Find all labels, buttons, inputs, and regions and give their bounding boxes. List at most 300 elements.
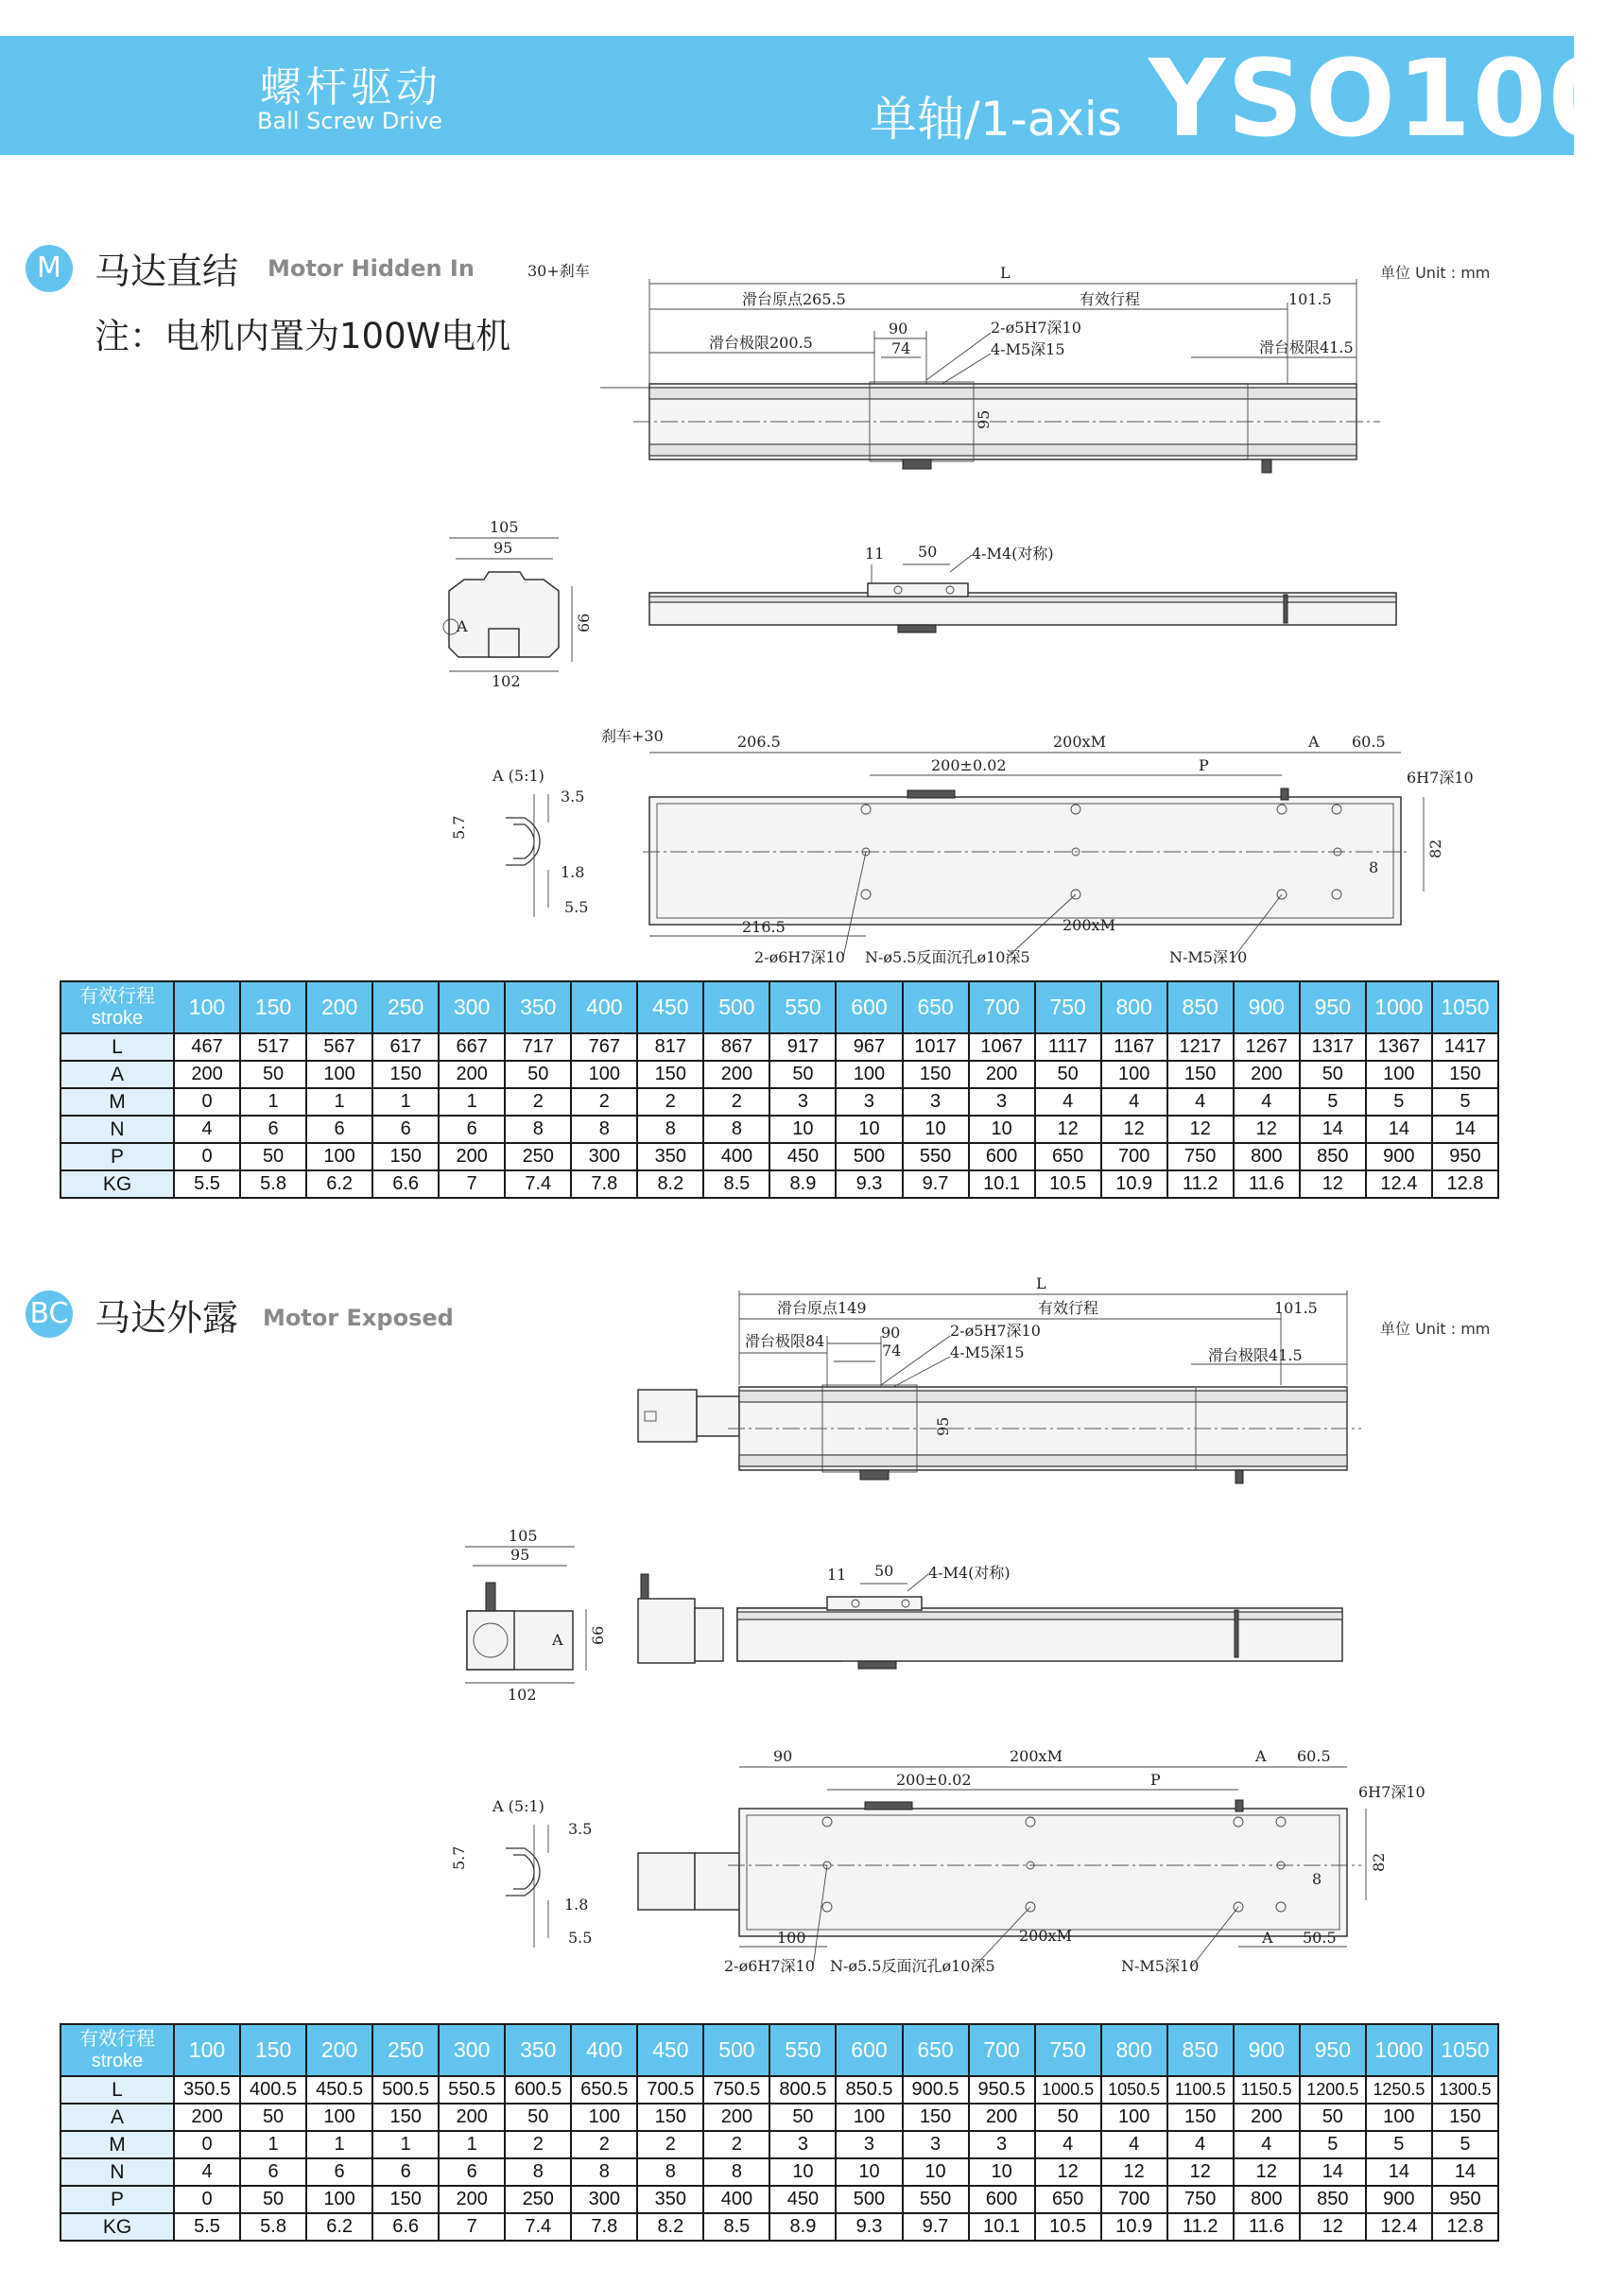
table-cell: 200 (174, 2104, 240, 2131)
m-end-w102: 102 (492, 672, 521, 690)
table-cell: 1317 (1300, 1033, 1366, 1061)
table-cell: 4 (1101, 2131, 1167, 2158)
row-label: KG (60, 1170, 174, 1198)
table-cell: 100 (1366, 1061, 1432, 1088)
table-cell: 0 (174, 1088, 240, 1116)
section-bc-badge: BC (26, 1290, 73, 1338)
section-m-unit: 单位 Unit : mm (1380, 264, 1491, 282)
table-cell: 5 (1366, 2131, 1432, 2158)
table-cell: 800 (1234, 2186, 1300, 2213)
stroke-header-cell: 600 (836, 981, 902, 1033)
bc-det-57: 5.7 (450, 1845, 468, 1870)
stroke-header-cell: 750 (1035, 981, 1101, 1033)
table-cell: 2 (505, 1088, 571, 1116)
table-cell: 250 (505, 2186, 571, 2213)
table-cell: 1067 (969, 1033, 1035, 1061)
table-row (60, 1116, 1498, 1143)
table-cell: 10 (969, 1116, 1035, 1143)
table-cell: 2 (505, 2131, 571, 2158)
section-bc-top-view (633, 1272, 1371, 1517)
table-cell: 350 (637, 2186, 703, 2213)
table-cell: 1 (372, 1088, 439, 1116)
m-bot-brake30: 刹车+30 (601, 727, 664, 745)
m-top-brake: 30+刹车 (527, 262, 590, 280)
bc-bot-cbore: N-ø5.5反面沉孔ø10深5 (830, 1957, 995, 1975)
table-cell: 9.7 (903, 1170, 969, 1198)
table-cell: 10 (903, 1116, 969, 1143)
table-cell: 867 (703, 1033, 769, 1061)
table-cell: 3 (969, 2131, 1035, 2158)
section-bc-detail-a (440, 1796, 605, 1962)
bc-bot-nm5: N-M5深10 (1121, 1957, 1200, 1975)
m-bot-A-top: A (1308, 733, 1320, 751)
bc-det-title: A (5:1) (492, 1797, 544, 1815)
table-cell: 14 (1300, 1116, 1366, 1143)
table-cell: 700 (1101, 1143, 1167, 1170)
m-bot-d200m-b: 200xM (1063, 916, 1115, 934)
table-cell: 900.5 (903, 2076, 969, 2104)
m-top-d74: 74 (891, 339, 911, 357)
table-cell: 800 (1234, 1143, 1300, 1170)
table-row (60, 2104, 1498, 2131)
stroke-header-cell: 800 (1101, 981, 1167, 1033)
table-cell: 6 (372, 2158, 439, 2186)
section-m-subtitle: Motor Hidden In (268, 255, 475, 282)
table-cell: 10 (969, 2158, 1035, 2186)
table-cell: 700.5 (637, 2076, 703, 2104)
table-cell: 12 (1300, 1170, 1366, 1198)
table-cell: 950 (1432, 2186, 1498, 2213)
table-cell: 6 (439, 1116, 505, 1143)
table-row (60, 2131, 1498, 2158)
stroke-header-cell: 950 (1300, 2024, 1366, 2076)
table-cell: 10 (836, 1116, 902, 1143)
table-cell: 14 (1300, 2158, 1366, 2186)
table-cell: 8 (703, 1116, 769, 1143)
table-cell: 5.5 (174, 1170, 240, 1198)
table-cell: 200 (969, 2104, 1035, 2131)
stroke-header-cell: 900 (1234, 981, 1300, 1033)
table-cell: 1 (439, 2131, 505, 2158)
stroke-header-cell: 700 (969, 2024, 1035, 2076)
table-cell: 200 (439, 1061, 505, 1088)
table-cell: 1217 (1167, 1033, 1234, 1061)
table-cell: 567 (306, 1033, 372, 1061)
bc-bot-d605: 60.5 (1297, 1747, 1331, 1765)
section-m-bottom-view (601, 726, 1484, 972)
table-cell: 9.3 (836, 1170, 902, 1198)
row-label: KG (60, 2213, 174, 2241)
table-cell: 3 (836, 2131, 902, 2158)
table-cell: 3 (836, 1088, 902, 1116)
bc-det-35: 3.5 (568, 1820, 593, 1838)
table-cell: 11.6 (1234, 2213, 1300, 2241)
m-bot-h6: 6H7深10 (1407, 769, 1474, 787)
header-title-zh: 螺杆驱动 (260, 63, 441, 112)
table-cell: 2 (637, 1088, 703, 1116)
table-cell: 900 (1366, 1143, 1432, 1170)
table-cell: 350.5 (174, 2076, 240, 2104)
table-row (60, 1143, 1498, 1170)
section-bc-spec-table (60, 2023, 1499, 2242)
stroke-header-label-line: stroke (91, 1007, 144, 1029)
table-cell: 12 (1101, 1116, 1167, 1143)
table-cell: 2 (703, 2131, 769, 2158)
table-cell: 50 (1035, 2104, 1101, 2131)
table-row (60, 2186, 1498, 2213)
bc-side-m4: 4-M4(对称) (928, 1564, 1011, 1582)
table-cell: 1050.5 (1101, 2076, 1167, 2104)
m-top-L: L (1000, 264, 1011, 282)
table-cell: 150 (372, 2104, 439, 2131)
table-cell: 450.5 (306, 2076, 372, 2104)
table-header-row (60, 981, 1498, 1033)
table-cell: 12 (1300, 2213, 1366, 2241)
table-cell: 6 (439, 2158, 505, 2186)
stroke-header-label (60, 981, 174, 1033)
stroke-header-label-line: 有效行程 (79, 985, 155, 1007)
table-cell: 967 (836, 1033, 902, 1061)
table-cell: 700 (1101, 2186, 1167, 2213)
bc-top-holes1: 2-ø5H7深10 (950, 1322, 1041, 1340)
table-cell: 4 (1035, 2131, 1101, 2158)
table-cell: 550 (903, 2186, 969, 2213)
table-cell: 11.2 (1167, 2213, 1234, 2241)
stroke-header-cell: 450 (637, 981, 703, 1033)
stroke-header-cell: 1050 (1432, 981, 1498, 1033)
section-m-detail-a (440, 766, 605, 931)
table-cell: 11.6 (1234, 1170, 1300, 1198)
table-cell: 150 (1432, 1061, 1498, 1088)
row-label: P (60, 1143, 174, 1170)
section-bc-subtitle: Motor Exposed (263, 1305, 454, 1331)
table-cell: 800.5 (769, 2076, 836, 2104)
section-bc-unit: 单位 Unit : mm (1380, 1320, 1491, 1338)
bc-bot-d200m-b: 200xM (1019, 1927, 1072, 1945)
section-m-top-view (529, 255, 1512, 511)
stroke-header-cell: 650 (903, 981, 969, 1033)
section-m-spec-table (60, 980, 1499, 1199)
table-header-row (60, 2024, 1498, 2076)
table-cell: 250 (505, 1143, 571, 1170)
table-cell: 9.3 (836, 2213, 902, 2241)
table-cell: 4 (1234, 1088, 1300, 1116)
table-cell: 6 (306, 1116, 372, 1143)
table-cell: 4 (1167, 1088, 1234, 1116)
table-row (60, 1170, 1498, 1198)
stroke-header-cell: 250 (372, 2024, 439, 2076)
table-cell: 2 (637, 2131, 703, 2158)
m-bot-cbore: N-ø5.5反面沉孔ø10深5 (865, 948, 1030, 966)
stroke-header-cell: 700 (969, 981, 1035, 1033)
table-cell: 300 (571, 1143, 637, 1170)
table-cell: 5 (1300, 2131, 1366, 2158)
table-cell: 4 (1101, 1088, 1167, 1116)
bc-end-w95: 95 (510, 1546, 530, 1564)
table-cell: 6.2 (306, 1170, 372, 1198)
row-label: N (60, 1116, 174, 1143)
table-cell: 14 (1432, 1116, 1498, 1143)
bc-top-origin: 滑台原点149 (777, 1299, 867, 1317)
table-row (60, 2213, 1498, 2241)
table-row (60, 2076, 1498, 2104)
table-cell: 10.1 (969, 2213, 1035, 2241)
stroke-header-cell: 900 (1234, 2024, 1300, 2076)
table-cell: 5.5 (174, 2213, 240, 2241)
table-cell: 0 (174, 1143, 240, 1170)
table-cell: 6 (372, 1116, 439, 1143)
stroke-header-cell: 100 (174, 2024, 240, 2076)
table-cell: 150 (903, 2104, 969, 2131)
table-cell: 200 (969, 1061, 1035, 1088)
table-cell: 10.9 (1101, 2213, 1167, 2241)
table-cell: 650 (1035, 2186, 1101, 2213)
bc-bot-A-top: A (1255, 1747, 1267, 1765)
table-cell: 950 (1432, 1143, 1498, 1170)
header-axis: 单轴/1-axis (870, 92, 1122, 147)
table-row (60, 1061, 1498, 1088)
table-cell: 517 (240, 1033, 306, 1061)
stroke-header-cell: 850 (1167, 2024, 1234, 2076)
table-cell: 12 (1234, 2158, 1300, 2186)
table-cell: 7.8 (571, 2213, 637, 2241)
table-cell: 50 (505, 2104, 571, 2131)
table-cell: 200 (439, 2186, 505, 2213)
m-bot-d605: 60.5 (1352, 733, 1386, 751)
table-cell: 100 (1101, 1061, 1167, 1088)
bc-bot-d200m: 200xM (1010, 1747, 1063, 1765)
table-cell: 1 (372, 2131, 439, 2158)
bc-det-55: 5.5 (568, 1929, 593, 1947)
table-cell: 50 (240, 1061, 306, 1088)
row-label: M (60, 1088, 174, 1116)
table-cell: 6.6 (372, 2213, 439, 2241)
section-bc-title: 马达外露 (95, 1297, 239, 1339)
bc-end-w105: 105 (509, 1527, 538, 1545)
table-cell: 200 (439, 2104, 505, 2131)
bc-top-stroke: 有效行程 (1038, 1299, 1099, 1317)
table-cell: 850.5 (836, 2076, 902, 2104)
bc-end-A: A (552, 1631, 563, 1649)
table-cell: 10 (769, 1116, 836, 1143)
table-cell: 10 (836, 2158, 902, 2186)
table-cell: 750 (1167, 1143, 1234, 1170)
table-cell: 667 (439, 1033, 505, 1061)
table-cell: 650.5 (571, 2076, 637, 2104)
table-cell: 8.9 (769, 2213, 836, 2241)
table-cell: 9.7 (903, 2213, 969, 2241)
m-top-limit-left: 滑台极限200.5 (709, 334, 813, 352)
table-cell: 1 (240, 2131, 306, 2158)
table-row (60, 1088, 1498, 1116)
bc-top-L: L (1036, 1274, 1046, 1292)
table-cell: 617 (372, 1033, 439, 1061)
table-cell: 150 (637, 2104, 703, 2131)
m-det-57: 5.7 (450, 815, 468, 840)
table-cell: 4 (174, 1116, 240, 1143)
bc-top-holes2: 4-M5深15 (950, 1343, 1025, 1361)
m-det-18: 1.8 (561, 863, 585, 881)
table-cell: 7.8 (571, 1170, 637, 1198)
header-model: YSO100 (1149, 38, 1624, 161)
table-cell: 2 (703, 1088, 769, 1116)
m-bot-d2165: 216.5 (742, 918, 786, 936)
table-cell: 350 (637, 1143, 703, 1170)
stroke-header-cell: 550 (769, 2024, 836, 2076)
m-det-55: 5.5 (564, 898, 589, 916)
m-top-limit-right: 滑台极限41.5 (1259, 338, 1354, 356)
bc-bot-pin: 2-ø6H7深10 (724, 1957, 815, 1975)
bc-bot-d100: 100 (777, 1929, 806, 1947)
table-cell: 12.4 (1366, 2213, 1432, 2241)
bc-bot-d90: 90 (773, 1747, 793, 1765)
table-cell: 100 (306, 2104, 372, 2131)
stroke-header-label-line: 有效行程 (79, 2028, 155, 2050)
table-cell: 150 (372, 1143, 439, 1170)
table-cell: 6 (306, 2158, 372, 2186)
section-bc-end-view (444, 1524, 633, 1713)
table-cell: 11.2 (1167, 1170, 1234, 1198)
table-cell: 100 (1366, 2104, 1432, 2131)
table-cell: 1117 (1035, 1033, 1101, 1061)
table-cell: 600 (969, 1143, 1035, 1170)
table-cell: 50 (1300, 2104, 1366, 2131)
table-cell: 1 (240, 1088, 306, 1116)
table-cell: 7.4 (505, 2213, 571, 2241)
row-label: P (60, 2186, 174, 2213)
table-cell: 0 (174, 2186, 240, 2213)
table-cell: 1300.5 (1432, 2076, 1498, 2104)
table-cell: 1 (306, 2131, 372, 2158)
table-cell: 467 (174, 1033, 240, 1061)
section-m-title: 马达直结 (95, 251, 239, 292)
section-m-table-body (60, 981, 1498, 1198)
table-cell: 12.8 (1432, 1170, 1498, 1198)
table-cell: 400 (703, 2186, 769, 2213)
section-bc-bottom-view (633, 1744, 1484, 1990)
table-cell: 50 (240, 2104, 306, 2131)
stroke-header-cell: 1050 (1432, 2024, 1498, 2076)
table-cell: 200 (1234, 2104, 1300, 2131)
table-cell: 12 (1035, 1116, 1101, 1143)
m-side-50: 50 (918, 543, 938, 561)
table-cell: 6 (240, 1116, 306, 1143)
table-cell: 12.8 (1432, 2213, 1498, 2241)
row-label: M (60, 2131, 174, 2158)
table-cell: 100 (836, 1061, 902, 1088)
table-cell: 500.5 (372, 2076, 439, 2104)
table-cell: 200 (1234, 1061, 1300, 1088)
m-bot-d200m: 200xM (1053, 733, 1106, 751)
bc-bot-P: P (1150, 1771, 1161, 1789)
bc-bot-h6: 6H7深10 (1358, 1783, 1425, 1801)
bc-bot-d200tol: 200±0.02 (896, 1771, 972, 1789)
section-m-side-view (614, 534, 1418, 676)
table-row (60, 2158, 1498, 2186)
stroke-header-cell: 150 (240, 2024, 306, 2076)
table-cell: 200 (439, 1143, 505, 1170)
table-cell: 50 (769, 1061, 836, 1088)
table-cell: 150 (637, 1061, 703, 1088)
bc-top-right-len: 101.5 (1274, 1299, 1318, 1317)
m-end-w95: 95 (493, 539, 513, 557)
stroke-header-cell: 350 (505, 981, 571, 1033)
table-cell: 4 (1167, 2131, 1234, 2158)
table-cell: 1200.5 (1300, 2076, 1366, 2104)
stroke-header-cell: 350 (505, 2024, 571, 2076)
table-cell: 8.5 (703, 2213, 769, 2241)
table-cell: 5.8 (240, 1170, 306, 1198)
table-cell: 500 (836, 1143, 902, 1170)
section-bc-side-view (633, 1555, 1361, 1688)
row-label: A (60, 1061, 174, 1088)
table-cell: 0 (174, 2131, 240, 2158)
table-cell: 4 (1234, 2131, 1300, 2158)
m-end-h66: 66 (575, 613, 593, 632)
table-cell: 10.5 (1035, 2213, 1101, 2241)
bc-side-11: 11 (827, 1566, 847, 1584)
table-cell: 8 (571, 1116, 637, 1143)
bc-top-d95: 95 (934, 1416, 952, 1436)
table-cell: 150 (1432, 2104, 1498, 2131)
bc-top-limit-right: 滑台极限41.5 (1208, 1346, 1303, 1364)
table-cell: 12 (1234, 1116, 1300, 1143)
stroke-header-cell: 1000 (1366, 2024, 1432, 2076)
stroke-header-cell: 150 (240, 981, 306, 1033)
table-cell: 100 (571, 2104, 637, 2131)
bc-top-d74: 74 (882, 1342, 902, 1360)
table-cell: 14 (1432, 2158, 1498, 2186)
header-banner (0, 36, 1624, 161)
table-cell: 8.2 (637, 1170, 703, 1198)
table-cell: 767 (571, 1033, 637, 1061)
stroke-header-cell: 300 (439, 981, 505, 1033)
table-cell: 12 (1167, 2158, 1234, 2186)
table-cell: 8 (505, 2158, 571, 2186)
table-cell: 50 (769, 2104, 836, 2131)
table-cell: 1 (306, 1088, 372, 1116)
table-cell: 3 (903, 2131, 969, 2158)
row-label: A (60, 2104, 174, 2131)
m-bot-d82: 82 (1426, 839, 1444, 858)
m-side-m4: 4-M4(对称) (972, 545, 1054, 563)
stroke-header-cell: 200 (306, 2024, 372, 2076)
table-cell: 8.2 (637, 2213, 703, 2241)
table-cell: 550 (903, 1143, 969, 1170)
m-top-right-len: 101.5 (1288, 290, 1332, 308)
row-label: L (60, 2076, 174, 2104)
table-cell: 10.9 (1101, 1170, 1167, 1198)
table-cell: 5.8 (240, 2213, 306, 2241)
m-top-d90: 90 (889, 320, 908, 338)
table-cell: 100 (836, 2104, 902, 2131)
table-cell: 10 (903, 2158, 969, 2186)
bc-end-w102: 102 (508, 1686, 537, 1704)
table-cell: 650 (1035, 1143, 1101, 1170)
table-cell: 50 (1035, 1061, 1101, 1088)
stroke-header-cell: 450 (637, 2024, 703, 2076)
row-label: N (60, 2158, 174, 2186)
table-cell: 10 (769, 2158, 836, 2186)
table-cell: 2 (571, 1088, 637, 1116)
stroke-header-cell: 600 (836, 2024, 902, 2076)
stroke-header-cell: 400 (571, 2024, 637, 2076)
table-cell: 8.9 (769, 1170, 836, 1198)
bc-top-limit-left: 滑台极限84 (745, 1332, 825, 1350)
m-det-35: 3.5 (561, 788, 585, 805)
stroke-header-cell: 250 (372, 981, 439, 1033)
bc-bot-d8: 8 (1312, 1870, 1322, 1888)
